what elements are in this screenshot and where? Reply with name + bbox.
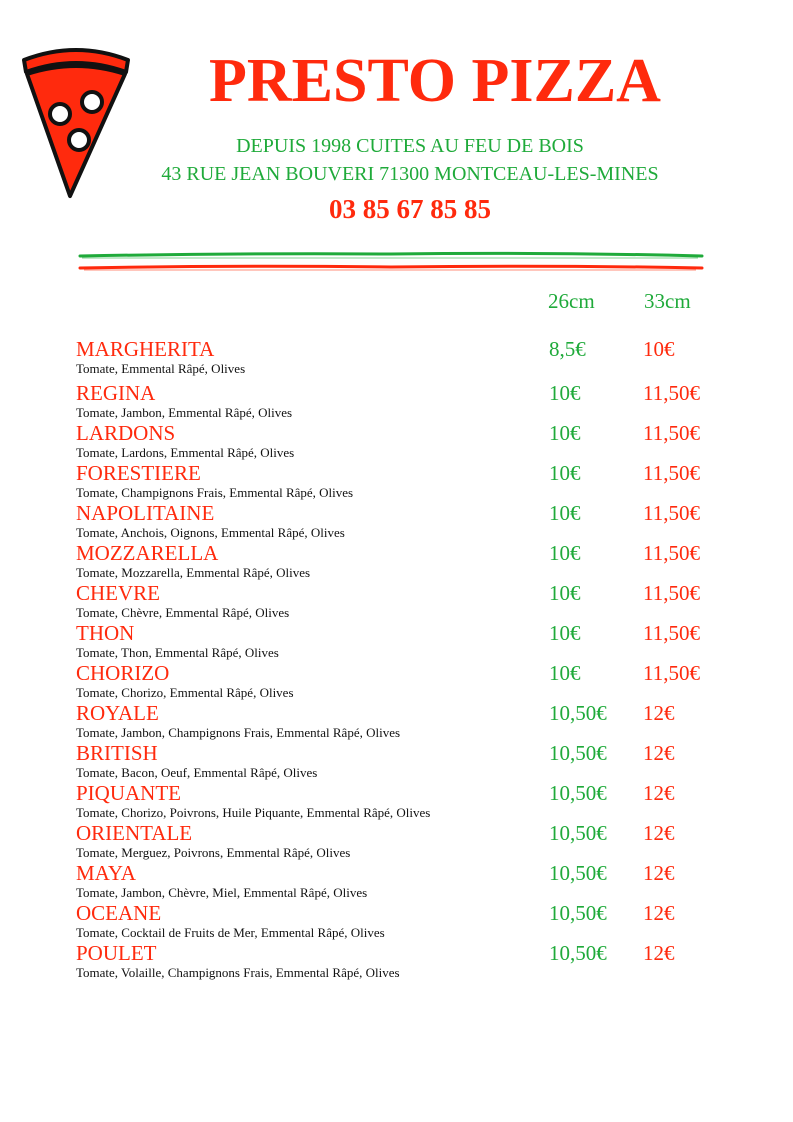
price-33cm: 12€ <box>643 861 675 885</box>
price-26cm: 10,50€ <box>549 861 607 885</box>
pizza-name: ROYALE <box>76 701 159 725</box>
pizza-name: OCEANE <box>76 901 162 925</box>
pizza-name: NAPOLITAINE <box>76 501 215 525</box>
pizza-name: CHORIZO <box>76 661 170 685</box>
column-header-33cm: 33cm <box>644 289 691 313</box>
tagline: DEPUIS 1998 CUITES AU FEU DE BOIS <box>236 135 584 157</box>
price-26cm: 10€ <box>549 661 581 685</box>
price-26cm: 10€ <box>549 461 581 485</box>
phone-number: 03 85 67 85 85 <box>329 194 491 224</box>
price-26cm: 8,5€ <box>549 337 586 361</box>
menu-item <box>0 901 793 941</box>
price-33cm: 12€ <box>643 901 675 925</box>
menu-item <box>0 461 793 501</box>
menu-item <box>0 581 793 621</box>
pizza-name: PIQUANTE <box>76 781 181 805</box>
menu-item <box>0 337 793 377</box>
price-33cm: 12€ <box>643 781 675 805</box>
pizza-name: BRITISH <box>76 741 158 765</box>
price-26cm: 10€ <box>549 501 581 525</box>
pizza-ingredients: Tomate, Bacon, Oeuf, Emmental Râpé, Olives <box>76 765 318 780</box>
pizza-name: THON <box>76 621 135 645</box>
pizza-ingredients: Tomate, Emmental Râpé, Olives <box>76 361 246 376</box>
menu-item <box>0 701 793 741</box>
column-header-26cm: 26cm <box>548 289 595 313</box>
price-33cm: 11,50€ <box>643 661 700 685</box>
price-26cm: 10,50€ <box>549 781 607 805</box>
price-33cm: 12€ <box>643 701 675 725</box>
menu-item <box>0 861 793 901</box>
address: 43 RUE JEAN BOUVERI 71300 MONTCEAU-LES-MINES <box>161 163 659 185</box>
pizza-name: POULET <box>76 941 157 965</box>
price-26cm: 10€ <box>549 421 581 445</box>
pizza-name: MOZZARELLA <box>76 541 219 565</box>
pizza-ingredients: Tomate, Volaille, Champignons Frais, Emmental Râpé, Olives <box>76 965 400 980</box>
price-33cm: 11,50€ <box>643 621 700 645</box>
price-33cm: 11,50€ <box>643 421 700 445</box>
pizza-name: CHEVRE <box>76 581 160 605</box>
pizza-ingredients: Tomate, Lardons, Emmental Râpé, Olives <box>76 445 295 460</box>
pizza-ingredients: Tomate, Cocktail de Fruits de Mer, Emmental Râpé, Olives <box>76 925 385 940</box>
menu-item <box>0 741 793 781</box>
price-33cm: 12€ <box>643 821 675 845</box>
price-33cm: 10€ <box>643 337 675 361</box>
price-26cm: 10,50€ <box>549 821 607 845</box>
price-26cm: 10,50€ <box>549 941 607 965</box>
menu-item <box>0 941 793 981</box>
price-33cm: 11,50€ <box>643 581 700 605</box>
menu-item <box>0 381 793 421</box>
price-33cm: 11,50€ <box>643 461 700 485</box>
pizza-ingredients: Tomate, Chorizo, Poivrons, Huile Piquante, Emmental Râpé, Olives <box>76 805 431 820</box>
menu-item <box>0 501 793 541</box>
price-33cm: 11,50€ <box>643 381 700 405</box>
menu-item <box>0 541 793 581</box>
price-26cm: 10,50€ <box>549 701 607 725</box>
price-26cm: 10,50€ <box>549 901 607 925</box>
price-26cm: 10€ <box>549 581 581 605</box>
pizza-name: FORESTIERE <box>76 461 201 485</box>
price-33cm: 11,50€ <box>643 501 700 525</box>
pizza-ingredients: Tomate, Thon, Emmental Râpé, Olives <box>76 645 279 660</box>
pizza-ingredients: Tomate, Champignons Frais, Emmental Râpé, Olives <box>76 485 354 500</box>
pizza-ingredients: Tomate, Mozzarella, Emmental Râpé, Olives <box>76 565 311 580</box>
price-33cm: 12€ <box>643 741 675 765</box>
price-26cm: 10€ <box>549 541 581 565</box>
pizza-ingredients: Tomate, Jambon, Chèvre, Miel, Emmental Râpé, Olives <box>76 885 368 900</box>
price-33cm: 11,50€ <box>643 541 700 565</box>
menu-item <box>0 661 793 701</box>
pizza-ingredients: Tomate, Anchois, Oignons, Emmental Râpé, Olives <box>76 525 345 540</box>
menu-item <box>0 821 793 861</box>
menu-item <box>0 781 793 821</box>
pizza-name: MARGHERITA <box>76 337 215 361</box>
pizza-name: ORIENTALE <box>76 821 193 845</box>
restaurant-title: PRESTO PIZZA <box>209 47 661 115</box>
pizza-ingredients: Tomate, Merguez, Poivrons, Emmental Râpé, Olives <box>76 845 351 860</box>
pizza-name: REGINA <box>76 381 156 405</box>
price-26cm: 10,50€ <box>549 741 607 765</box>
pizza-ingredients: Tomate, Chorizo, Emmental Râpé, Olives <box>76 685 294 700</box>
price-26cm: 10€ <box>549 621 581 645</box>
price-33cm: 12€ <box>643 941 675 965</box>
pizza-name: LARDONS <box>76 421 176 445</box>
menu-item <box>0 621 793 661</box>
pizza-ingredients: Tomate, Chèvre, Emmental Râpé, Olives <box>76 605 290 620</box>
pizza-name: MAYA <box>76 861 136 885</box>
menu-item <box>0 421 793 461</box>
pizza-ingredients: Tomate, Jambon, Champignons Frais, Emmental Râpé, Olives <box>76 725 401 740</box>
pizza-ingredients: Tomate, Jambon, Emmental Râpé, Olives <box>76 405 293 420</box>
price-26cm: 10€ <box>549 381 581 405</box>
